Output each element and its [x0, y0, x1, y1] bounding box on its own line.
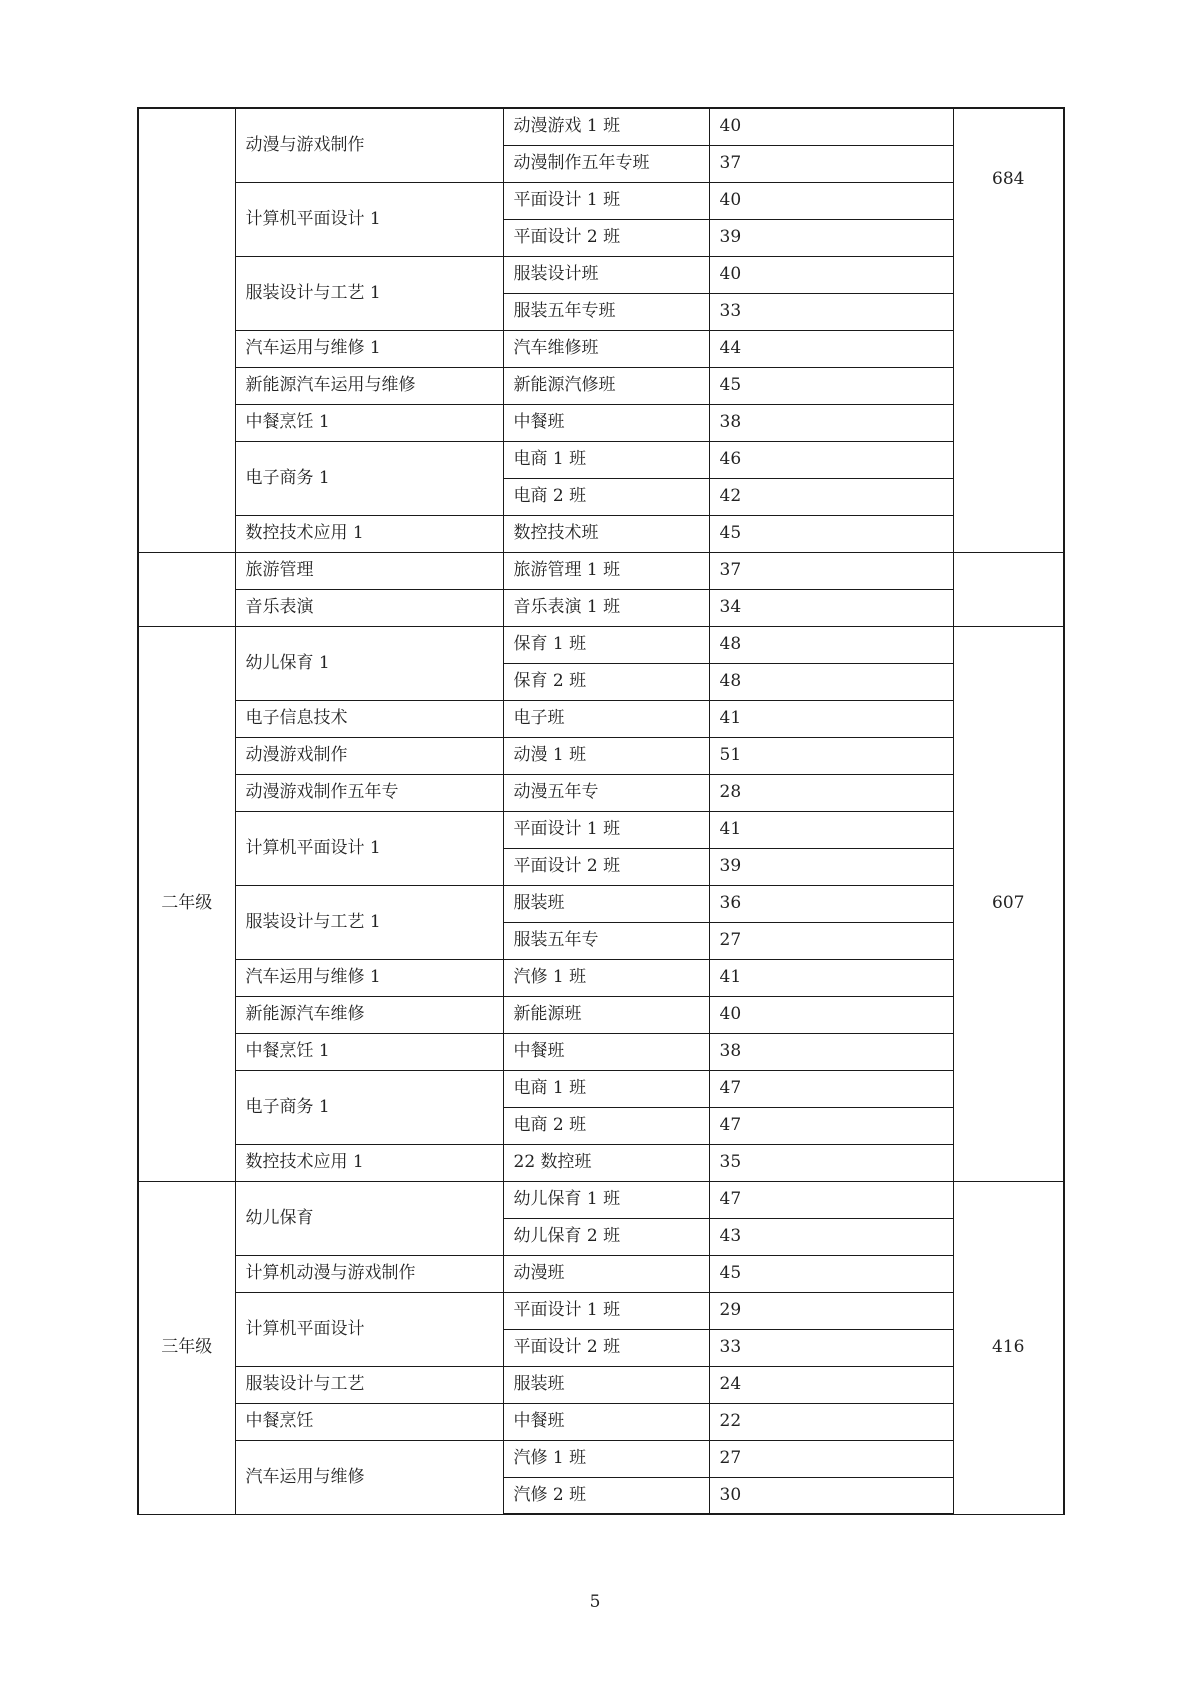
class-name-cell: 汽车维修班 [503, 330, 709, 367]
class-name-cell: 平面设计 1 班 [503, 182, 709, 219]
student-count-cell: 45 [709, 515, 953, 552]
student-count-cell: 46 [709, 441, 953, 478]
major-cell: 电子信息技术 [235, 700, 503, 737]
table-row [138, 700, 1064, 737]
student-count-cell: 30 [709, 1477, 953, 1514]
table-row [138, 885, 1064, 922]
student-count-cell: 33 [709, 1329, 953, 1366]
student-count-cell: 36 [709, 885, 953, 922]
student-count-cell: 37 [709, 552, 953, 589]
student-count-cell: 45 [709, 1255, 953, 1292]
grade-cell: 二年级 [138, 626, 235, 1181]
major-cell: 幼儿保育 1 [235, 626, 503, 700]
student-count-cell: 40 [709, 996, 953, 1033]
student-count-cell: 40 [709, 256, 953, 293]
student-count-cell: 35 [709, 1144, 953, 1181]
student-count-cell: 37 [709, 145, 953, 182]
major-cell: 计算机平面设计 1 [235, 811, 503, 885]
student-count-cell: 41 [709, 700, 953, 737]
major-cell: 计算机平面设计 1 [235, 182, 503, 256]
student-count-cell: 29 [709, 1292, 953, 1329]
enrollment-table [137, 107, 1065, 1515]
table-row [138, 1403, 1064, 1440]
student-count-cell: 47 [709, 1070, 953, 1107]
class-name-cell: 平面设计 2 班 [503, 219, 709, 256]
class-name-cell: 数控技术班 [503, 515, 709, 552]
major-cell: 幼儿保育 [235, 1181, 503, 1255]
class-name-cell: 动漫 1 班 [503, 737, 709, 774]
student-count-cell: 28 [709, 774, 953, 811]
class-name-cell: 保育 1 班 [503, 626, 709, 663]
class-name-cell: 电商 2 班 [503, 478, 709, 515]
major-cell: 新能源汽车运用与维修 [235, 367, 503, 404]
table-row [138, 1292, 1064, 1329]
table-row [138, 996, 1064, 1033]
major-cell: 计算机平面设计 [235, 1292, 503, 1366]
major-cell: 计算机动漫与游戏制作 [235, 1255, 503, 1292]
major-cell: 动漫与游戏制作 [235, 108, 503, 182]
student-count-cell: 39 [709, 219, 953, 256]
grade-total-cell [953, 552, 1064, 626]
student-count-cell: 48 [709, 626, 953, 663]
table-row [138, 1440, 1064, 1477]
table-row [138, 589, 1064, 626]
major-cell: 汽车运用与维修 [235, 1440, 503, 1514]
class-name-cell: 中餐班 [503, 1033, 709, 1070]
class-name-cell: 平面设计 2 班 [503, 1329, 709, 1366]
student-count-cell: 40 [709, 182, 953, 219]
student-count-cell: 48 [709, 663, 953, 700]
table-row [138, 737, 1064, 774]
class-name-cell: 保育 2 班 [503, 663, 709, 700]
major-cell: 服装设计与工艺 [235, 1366, 503, 1403]
student-count-cell: 43 [709, 1218, 953, 1255]
major-cell: 汽车运用与维修 1 [235, 959, 503, 996]
class-name-cell: 电商 1 班 [503, 441, 709, 478]
major-cell: 数控技术应用 1 [235, 1144, 503, 1181]
major-cell: 新能源汽车维修 [235, 996, 503, 1033]
table-row [138, 811, 1064, 848]
class-name-cell: 动漫五年专 [503, 774, 709, 811]
class-name-cell: 平面设计 2 班 [503, 848, 709, 885]
student-count-cell: 22 [709, 1403, 953, 1440]
enrollment-table-body [138, 108, 1064, 1514]
table-row [138, 515, 1064, 552]
table-row [138, 1144, 1064, 1181]
student-count-cell: 27 [709, 922, 953, 959]
major-cell: 中餐烹饪 1 [235, 404, 503, 441]
major-cell: 动漫游戏制作五年专 [235, 774, 503, 811]
table-row [138, 1366, 1064, 1403]
student-count-cell: 27 [709, 1440, 953, 1477]
table-row [138, 404, 1064, 441]
table-row [138, 552, 1064, 589]
student-count-cell: 39 [709, 848, 953, 885]
grade-cell: 三年级 [138, 1181, 235, 1514]
student-count-cell: 38 [709, 1033, 953, 1070]
major-cell: 数控技术应用 1 [235, 515, 503, 552]
class-name-cell: 服装设计班 [503, 256, 709, 293]
class-name-cell: 服装班 [503, 885, 709, 922]
table-row [138, 367, 1064, 404]
class-name-cell: 电商 2 班 [503, 1107, 709, 1144]
class-name-cell: 中餐班 [503, 404, 709, 441]
class-name-cell: 幼儿保育 2 班 [503, 1218, 709, 1255]
table-row [138, 108, 1064, 145]
major-cell: 服装设计与工艺 1 [235, 256, 503, 330]
class-name-cell: 新能源汽修班 [503, 367, 709, 404]
grade-cell [138, 552, 235, 626]
student-count-cell: 38 [709, 404, 953, 441]
class-name-cell: 汽修 1 班 [503, 1440, 709, 1477]
student-count-cell: 34 [709, 589, 953, 626]
grade-total-cell: 416 [953, 1181, 1064, 1514]
major-cell: 中餐烹饪 1 [235, 1033, 503, 1070]
table-row [138, 330, 1064, 367]
class-name-cell: 幼儿保育 1 班 [503, 1181, 709, 1218]
grade-cell [138, 108, 235, 552]
class-name-cell: 服装五年专 [503, 922, 709, 959]
table-row [138, 1255, 1064, 1292]
table-row [138, 626, 1064, 663]
student-count-cell: 51 [709, 737, 953, 774]
major-cell: 服装设计与工艺 1 [235, 885, 503, 959]
class-name-cell: 服装五年专班 [503, 293, 709, 330]
class-name-cell: 平面设计 1 班 [503, 1292, 709, 1329]
major-cell: 中餐烹饪 [235, 1403, 503, 1440]
class-name-cell: 动漫班 [503, 1255, 709, 1292]
table-row [138, 256, 1064, 293]
table-row [138, 1181, 1064, 1218]
class-name-cell: 音乐表演 1 班 [503, 589, 709, 626]
class-name-cell: 电商 1 班 [503, 1070, 709, 1107]
student-count-cell: 41 [709, 959, 953, 996]
major-cell: 电子商务 1 [235, 1070, 503, 1144]
class-name-cell: 汽修 2 班 [503, 1477, 709, 1514]
major-cell: 电子商务 1 [235, 441, 503, 515]
grade-total-cell: 607 [953, 626, 1064, 1181]
table-row [138, 959, 1064, 996]
class-name-cell: 动漫制作五年专班 [503, 145, 709, 182]
class-name-cell: 新能源班 [503, 996, 709, 1033]
table-row [138, 1070, 1064, 1107]
class-name-cell: 旅游管理 1 班 [503, 552, 709, 589]
student-count-cell: 41 [709, 811, 953, 848]
table-row [138, 441, 1064, 478]
major-cell: 汽车运用与维修 1 [235, 330, 503, 367]
class-name-cell: 服装班 [503, 1366, 709, 1403]
student-count-cell: 42 [709, 478, 953, 515]
grade-total-cell: 684 [953, 108, 1064, 552]
table-row [138, 774, 1064, 811]
major-cell: 旅游管理 [235, 552, 503, 589]
table-row [138, 1033, 1064, 1070]
student-count-cell: 47 [709, 1107, 953, 1144]
class-name-cell: 动漫游戏 1 班 [503, 108, 709, 145]
student-count-cell: 33 [709, 293, 953, 330]
class-name-cell: 平面设计 1 班 [503, 811, 709, 848]
student-count-cell: 47 [709, 1181, 953, 1218]
class-name-cell: 汽修 1 班 [503, 959, 709, 996]
table-row [138, 182, 1064, 219]
class-name-cell: 电子班 [503, 700, 709, 737]
student-count-cell: 44 [709, 330, 953, 367]
major-cell: 音乐表演 [235, 589, 503, 626]
student-count-cell: 40 [709, 108, 953, 145]
class-name-cell: 22 数控班 [503, 1144, 709, 1181]
student-count-cell: 45 [709, 367, 953, 404]
page-number: 5 [589, 1592, 601, 1612]
student-count-cell: 24 [709, 1366, 953, 1403]
major-cell: 动漫游戏制作 [235, 737, 503, 774]
class-name-cell: 中餐班 [503, 1403, 709, 1440]
